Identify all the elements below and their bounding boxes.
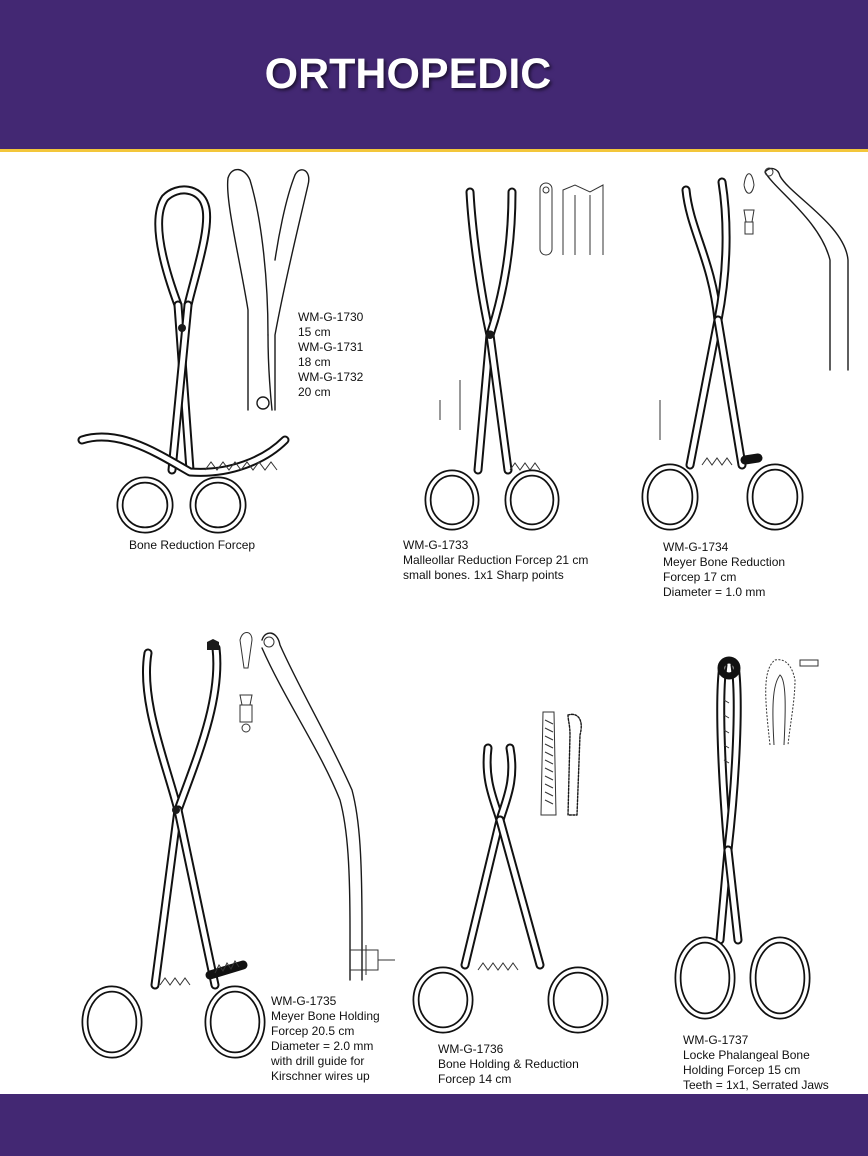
product-1-code-1731: WM-G-1731 <box>298 340 364 354</box>
product-2-code: WM-G-1733 <box>403 538 469 552</box>
product-4-size: Forcep 20.5 cm <box>271 1024 355 1038</box>
product-1-code-1732: WM-G-1732 <box>298 370 364 384</box>
malleollar-reduction-forcep-icon <box>428 183 603 527</box>
meyer-bone-reduction-forcep-icon <box>645 168 848 527</box>
product-2-name: Malleollar Reduction Forcep 21 cm <box>403 553 589 567</box>
product-6-name: Locke Phalangeal Bone <box>683 1048 810 1062</box>
page-title: ORTHOPEDIC <box>264 50 552 98</box>
product-4-specs <box>271 994 380 1084</box>
product-1-size-1731: 18 cm <box>298 355 331 369</box>
product-1-caption: Bone Reduction Forcep <box>129 538 256 552</box>
product-3-diameter: Diameter = 1.0 mm <box>663 585 766 599</box>
product-5-specs <box>438 1042 579 1087</box>
product-6-teeth: Teeth = 1x1, Serrated Jaws <box>683 1078 829 1092</box>
meyer-bone-holding-forcep-icon <box>85 633 395 1056</box>
product-2-detail: small bones. 1x1 Sharp points <box>403 568 564 582</box>
product-1-size-1730: 15 cm <box>298 325 331 339</box>
product-6-code: WM-G-1737 <box>683 1033 749 1047</box>
product-4-guide: with drill guide for <box>271 1054 365 1068</box>
product-1-specs <box>298 310 363 400</box>
product-3-specs <box>663 540 785 600</box>
product-3-code: WM-G-1734 <box>663 540 729 554</box>
product-4-name: Meyer Bone Holding <box>271 1009 380 1023</box>
product-1-code-1730: WM-G-1730 <box>298 310 364 324</box>
product-1-size-1732: 20 cm <box>298 385 331 399</box>
product-4-diameter: Diameter = 2.0 mm <box>271 1039 374 1053</box>
product-5-name: Bone Holding & Reduction <box>438 1057 579 1071</box>
product-5-code: WM-G-1736 <box>438 1042 504 1056</box>
locke-phalangeal-bone-holding-forcep-icon <box>678 660 818 1016</box>
product-6-size: Holding Forcep 15 cm <box>683 1063 801 1077</box>
product-2-specs <box>403 538 588 583</box>
bone-reduction-forcep-icon <box>82 170 309 530</box>
product-3-size: Forcep 17 cm <box>663 570 737 584</box>
footer-banner <box>0 1094 868 1156</box>
product-4-code: WM-G-1735 <box>271 994 337 1008</box>
bone-holding-reduction-forcep-icon <box>416 712 605 1030</box>
product-6-specs <box>683 1033 829 1093</box>
product-3-name: Meyer Bone Reduction <box>663 555 786 569</box>
product-4-wires: Kirschner wires up <box>271 1069 370 1083</box>
product-5-size: Forcep 14 cm <box>438 1072 512 1086</box>
